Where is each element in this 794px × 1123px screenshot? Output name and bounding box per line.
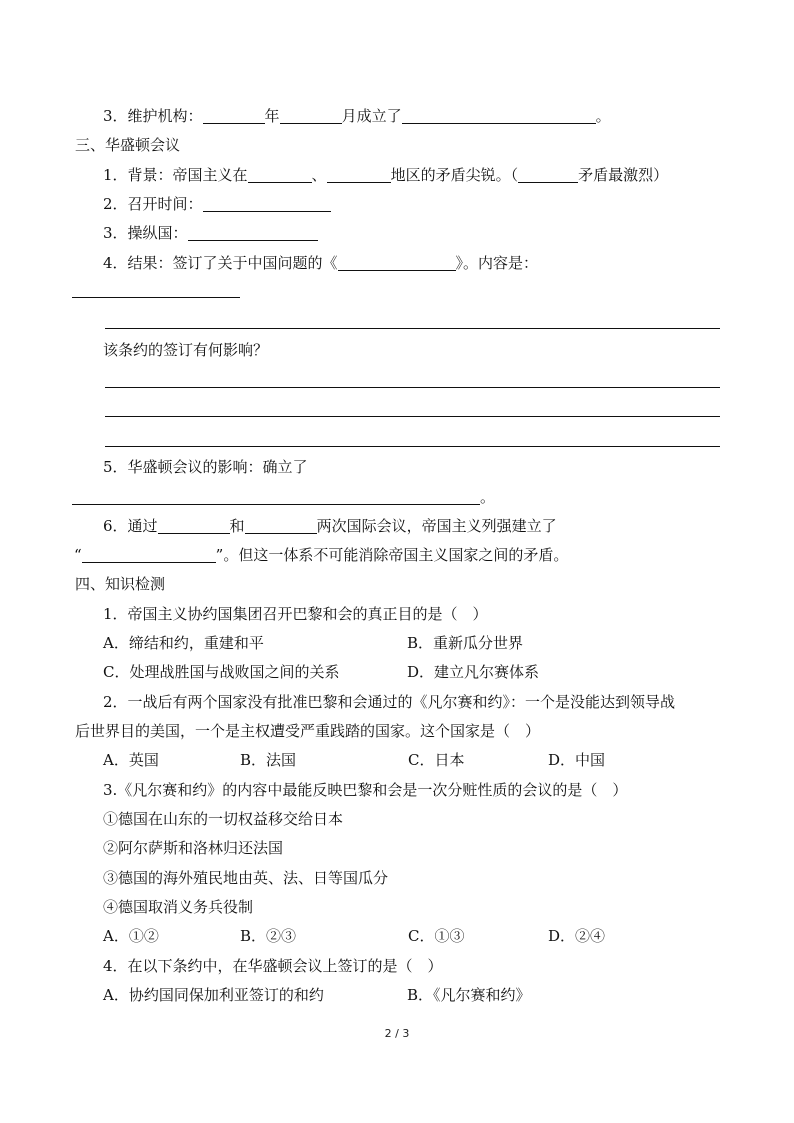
and-text: 和	[229, 517, 245, 535]
blank-region-1[interactable]	[248, 166, 312, 183]
blank-conflict[interactable]	[518, 166, 578, 183]
option-a[interactable]: A．缔结和约，重建和平	[103, 634, 264, 652]
question-2-line-2: 后世界目的美国，一个是主权遭受严重践踏的国家。这个国家是（ ）	[75, 722, 541, 740]
question-1: 1．帝国主义协约国集团召开巴黎和会的真正目的是（ ）	[103, 605, 488, 623]
blank-month[interactable]	[280, 107, 342, 124]
question-3: 3.《凡尔赛和约》的内容中最能反映巴黎和会是一次分赃性质的会议的是（ ）	[103, 781, 628, 799]
option-b[interactable]: B．②③	[240, 927, 297, 945]
section-heading-washington: 三、华盛顿会议	[75, 136, 181, 154]
option-b[interactable]: B．重新瓜分世界	[407, 634, 524, 652]
option-a[interactable]: A．①②	[103, 927, 159, 945]
period: 。	[595, 107, 611, 125]
system-text: 两次国际会议，帝国主义列强建立了	[316, 517, 557, 535]
time-line	[103, 194, 331, 214]
option-c[interactable]: C．日本	[408, 751, 465, 769]
impact-question: 该条约的签订有何影响？	[103, 341, 269, 359]
blank-impact[interactable]	[72, 488, 480, 505]
item-label: 1．背景：帝国主义在	[103, 166, 248, 184]
option-d[interactable]: D．②④	[548, 927, 606, 945]
statement-2: ②阿尔萨斯和洛林归还法国	[103, 839, 284, 857]
statement-4: ④德国取消义务兵役制	[103, 898, 254, 916]
blank-controller[interactable]	[188, 224, 318, 241]
option-b[interactable]: B．《凡尔赛和约》	[407, 986, 531, 1004]
conflict-end: 矛盾最激烈）	[578, 166, 669, 184]
question-2-line-1: 2．一战后有两个国家没有批准巴黎和会通过的《凡尔赛和约》：一个是没能达到领导战	[103, 693, 676, 711]
washington-impact-line: 5．华盛顿会议的影响：确立了	[103, 458, 308, 476]
conflict-text: 地区的矛盾尖锐。（	[390, 166, 519, 184]
blank-system[interactable]	[82, 546, 216, 563]
item-label: 2．召开时间：	[103, 195, 203, 213]
controller-line	[103, 223, 318, 243]
answer-line[interactable]	[72, 297, 240, 298]
blank-organization[interactable]	[402, 107, 596, 124]
period: 。	[480, 488, 496, 506]
blank-conference-2[interactable]	[245, 517, 317, 534]
washington-impact-answer	[72, 487, 495, 507]
page-number: 2 / 3	[384, 1027, 410, 1040]
system-line	[103, 516, 557, 536]
blank-conference-1[interactable]	[158, 517, 230, 534]
blank-time[interactable]	[203, 195, 331, 212]
blank-region-2[interactable]	[327, 166, 391, 183]
answer-line[interactable]	[105, 387, 720, 388]
item-label: 3．操纵国：	[103, 224, 188, 242]
option-c[interactable]: C．处理战胜国与战败国之间的关系	[103, 663, 340, 681]
statement-3: ③德国的海外殖民地由英、法、日等国瓜分	[103, 869, 389, 887]
background-line	[103, 165, 668, 185]
system-remark: ”。但这一体系不可能消除帝国主义国家之间的矛盾。	[215, 546, 569, 564]
option-d[interactable]: D．中国	[548, 751, 606, 769]
open-quote: “	[74, 546, 82, 564]
content-label: 》。内容是：	[455, 254, 539, 272]
item-label: 3．维护机构：	[103, 107, 203, 125]
option-a[interactable]: A．协约国同保加利亚签订的和约	[103, 986, 324, 1004]
blank-year[interactable]	[203, 107, 265, 124]
section-heading-quiz: 四、知识检测	[75, 575, 166, 593]
month-text: 月成立了	[341, 107, 402, 125]
maintenance-agency-line	[103, 106, 611, 126]
option-a[interactable]: A．英国	[103, 751, 159, 769]
answer-line[interactable]	[105, 446, 720, 447]
blank-treaty[interactable]	[338, 254, 456, 271]
item-label: 4．结果：签订了关于中国问题的《	[103, 254, 338, 272]
statement-1: ①德国在山东的一切权益移交给日本	[103, 810, 344, 828]
item-label: 6．通过	[103, 517, 158, 535]
year-text: 年	[264, 107, 280, 125]
option-c[interactable]: C．①③	[408, 927, 465, 945]
question-4: 4．在以下条约中，在华盛顿会议上签订的是（ ）	[103, 957, 443, 975]
answer-line[interactable]	[105, 328, 720, 329]
option-d[interactable]: D．建立凡尔赛体系	[407, 663, 540, 681]
answer-line[interactable]	[105, 416, 720, 417]
option-b[interactable]: B．法国	[240, 751, 297, 769]
separator: 、	[311, 166, 327, 184]
system-line-2	[74, 545, 568, 565]
result-line	[103, 253, 538, 273]
